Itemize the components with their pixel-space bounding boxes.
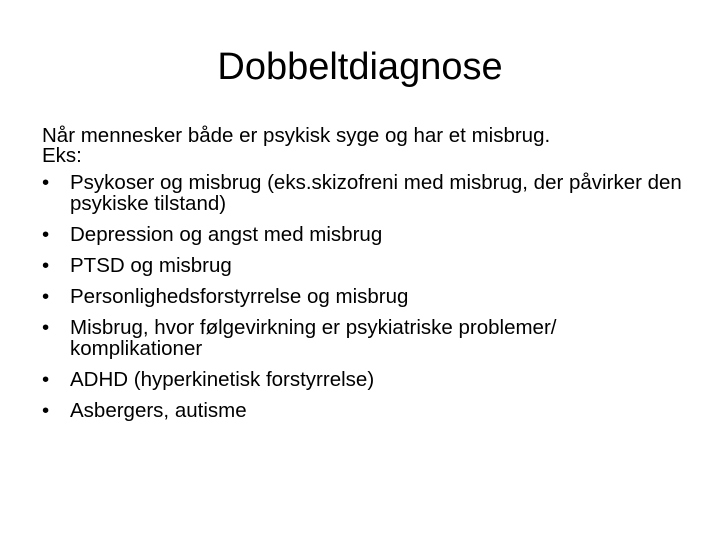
list-item-text: Psykoser og misbrug (eks.skizofreni med misbrug, der påvirker den psykiske tilstand) (70, 171, 682, 215)
bullet-icon: • (42, 171, 50, 194)
list-item (42, 167, 682, 219)
list-item-text: Asbergers, autisme (70, 399, 247, 422)
list-item (42, 281, 682, 312)
bullet-icon: • (42, 223, 50, 246)
intro-text: Når mennesker både er psykisk syge og har et misbrug. (42, 124, 551, 147)
bullet-icon: • (42, 399, 50, 422)
bullet-icon: • (42, 368, 50, 391)
list-item-text: ADHD (hyperkinetisk forstyrrelse) (70, 368, 375, 391)
list-item-text: Depression og angst med misbrug (70, 223, 383, 246)
slide-body (42, 126, 682, 426)
list-item (42, 395, 682, 426)
bullet-icon: • (42, 316, 50, 339)
bullet-icon: • (42, 254, 50, 277)
list-item-text: Personlighedsforstyrrelse og misbrug (70, 285, 409, 308)
list-item (42, 250, 682, 281)
bullet-icon: • (42, 285, 50, 308)
list-item (42, 364, 682, 395)
list-item (42, 219, 682, 250)
list-item (42, 312, 682, 364)
slide-title: Dobbeltdiagnose (217, 46, 503, 88)
list-item-text: Misbrug, hvor følgevirkning er psykiatriske problemer/ komplikationer (70, 316, 557, 360)
list-item-text: PTSD og misbrug (70, 254, 232, 277)
bullet-list (42, 167, 682, 426)
intro-label: Eks: (42, 144, 82, 167)
